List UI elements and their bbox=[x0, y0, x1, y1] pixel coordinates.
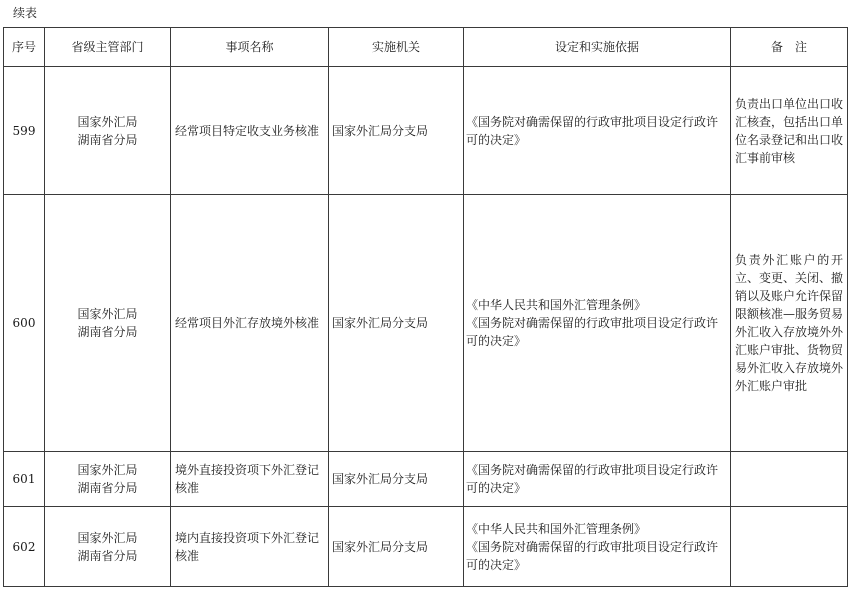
header-note: 备 注 bbox=[731, 28, 848, 67]
cell-org: 国家外汇局分支局 bbox=[329, 507, 464, 587]
cell-basis bbox=[464, 452, 731, 507]
cell-seq: 602 bbox=[4, 507, 45, 587]
cell-dept bbox=[45, 507, 171, 587]
basis-line: 《国务院对确需保留的行政审批项目设定行政许可的决定》 bbox=[466, 316, 719, 348]
dept-line: 湖南省分局 bbox=[77, 132, 138, 147]
cell-note: 负责出口单位出口收汇核查，包括出口单位名录登记和出口收汇事前审核 bbox=[731, 67, 848, 195]
cell-name: 经常项目外汇存放境外核准 bbox=[171, 195, 329, 452]
dept-line: 湖南省分局 bbox=[77, 325, 138, 339]
table-row bbox=[4, 67, 848, 195]
cell-seq: 600 bbox=[4, 195, 45, 452]
cell-basis bbox=[464, 67, 731, 195]
table-caption: 续表 bbox=[13, 6, 38, 20]
cell-name: 境外直接投资项下外汇登记核准 bbox=[171, 452, 329, 507]
dept-line: 国家外汇局 bbox=[77, 530, 138, 545]
cell-dept bbox=[45, 452, 171, 507]
dept-line: 国家外汇局 bbox=[77, 463, 138, 477]
approval-items-table bbox=[3, 27, 848, 587]
cell-basis bbox=[464, 507, 731, 587]
cell-note bbox=[731, 507, 848, 587]
header-name: 事项名称 bbox=[171, 28, 329, 67]
table-row bbox=[4, 452, 848, 507]
table-row bbox=[4, 195, 848, 452]
dept-line: 湖南省分局 bbox=[77, 481, 138, 495]
cell-org: 国家外汇局分支局 bbox=[329, 452, 464, 507]
header-row bbox=[4, 28, 848, 67]
cell-dept bbox=[45, 195, 171, 452]
dept-line: 湖南省分局 bbox=[77, 548, 138, 563]
header-seq: 序号 bbox=[4, 28, 45, 67]
cell-note bbox=[731, 452, 848, 507]
header-org: 实施机关 bbox=[329, 28, 464, 67]
basis-line: 《国务院对确需保留的行政审批项目设定行政许可的决定》 bbox=[466, 114, 719, 147]
header-basis: 设定和实施依据 bbox=[464, 28, 731, 67]
dept-line: 国家外汇局 bbox=[77, 114, 138, 129]
cell-name: 境内直接投资项下外汇登记核准 bbox=[171, 507, 329, 587]
cell-org: 国家外汇局分支局 bbox=[329, 195, 464, 452]
cell-seq: 601 bbox=[4, 452, 45, 507]
basis-line: 《中华人民共和国外汇管理条例》 bbox=[466, 298, 647, 312]
cell-basis bbox=[464, 195, 731, 452]
cell-dept bbox=[45, 67, 171, 195]
basis-line: 《国务院对确需保留的行政审批项目设定行政许可的决定》 bbox=[466, 463, 719, 495]
dept-line: 国家外汇局 bbox=[77, 307, 138, 321]
basis-line: 《国务院对确需保留的行政审批项目设定行政许可的决定》 bbox=[466, 539, 719, 572]
cell-note: 负责外汇账户的开立、变更、关闭、撤销以及账户允许保留限额核准—服务贸易外汇收入存放境外外汇账户审批、货物贸易外汇收入存放境外外汇账户审批 bbox=[731, 195, 848, 452]
cell-org: 国家外汇局分支局 bbox=[329, 67, 464, 195]
table-row bbox=[4, 507, 848, 587]
header-dept: 省级主管部门 bbox=[45, 28, 171, 67]
cell-name: 经常项目特定收支业务核准 bbox=[171, 67, 329, 195]
basis-line: 《中华人民共和国外汇管理条例》 bbox=[466, 521, 647, 536]
cell-seq: 599 bbox=[4, 67, 45, 195]
